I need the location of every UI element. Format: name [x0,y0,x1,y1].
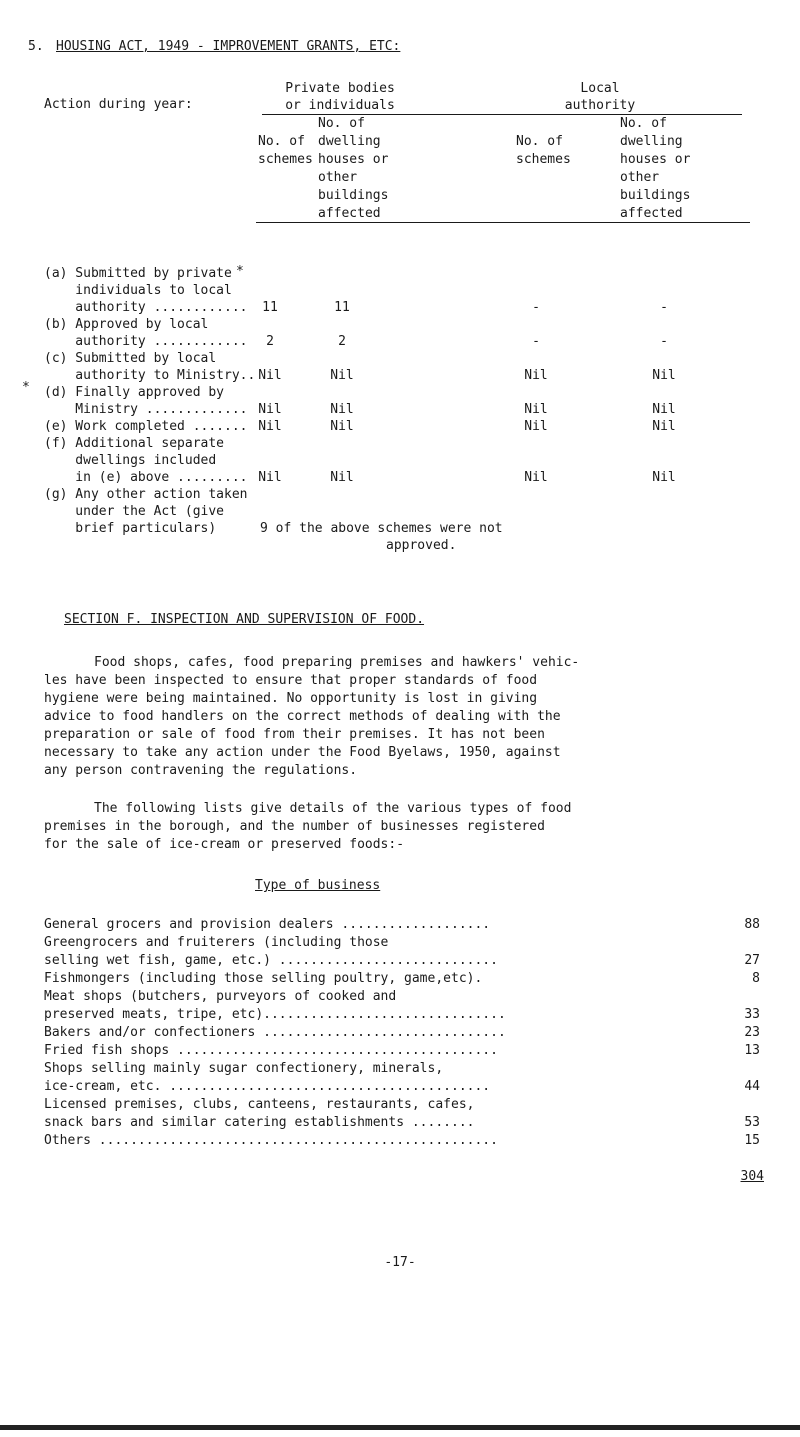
biz-8-text-2: snack bars and similar catering establishments ........ [44,1115,475,1130]
row-c-label-1: (c) Submitted by local [44,351,217,366]
row-c-label-2: authority to Ministry.. [44,368,256,383]
biz-7-text-1: Shops selling mainly sugar confectionery, minerals, [44,1061,444,1076]
biz-9-text: Others ................................................... [44,1133,498,1148]
row-g-label-3: brief particulars) [44,521,217,536]
para1-line7: any person contravening the regulations. [44,763,358,778]
biz-4-text-1: Meat shops (butchers, purveyors of cooked and [44,989,397,1004]
group-local-line2: authority [564,98,636,113]
row-g-note-2: approved. [386,538,457,553]
section-title: HOUSING ACT, 1949 - IMPROVEMENT GRANTS, ETC: [56,39,401,54]
row-e-val-2: Nil [330,419,354,434]
para2-line1: The following lists give details of the various types of food [94,801,572,816]
biz-7-count: 44 [744,1079,760,1094]
asterisk-a: * [236,264,244,279]
row-a-val-2: 11 [334,300,350,315]
para1-line4: advice to food handlers on the correct methods of dealing with the [44,709,561,724]
group-private-line1: Private bodies [285,81,395,96]
row-f-label-3: in (e) above ......... [44,470,248,485]
biz-2-text-1: Greengrocers and fruiterers (including those [44,935,389,950]
header-rule-bottom [256,222,750,223]
row-d-val-1: Nil [258,402,282,417]
biz-6-count: 13 [744,1043,760,1058]
row-e-val-3: Nil [524,419,548,434]
row-g-label-1: (g) Any other action taken [44,487,248,502]
row-b-label-2: authority ............ [44,334,248,349]
row-f-label-2: dwellings included [44,453,217,468]
row-g-note-1: 9 of the above schemes were not [260,521,503,536]
row-a-val-1: 11 [262,300,278,315]
biz-1-count: 88 [744,917,760,932]
row-a-val-4: - [660,300,668,315]
row-d-label-1: (d) Finally approved by [44,385,225,400]
row-d-val-4: Nil [652,402,676,417]
list-heading: Type of business [255,878,381,893]
col-dwell-private-6: affected [318,206,381,221]
row-f-label-1: (f) Additional separate [44,436,225,451]
total-count: 304 [740,1169,764,1184]
para1-line1: Food shops, cafes, food preparing premises and hawkers' vehic- [94,655,580,670]
biz-8-count: 53 [744,1115,760,1130]
row-f-val-2: Nil [330,470,354,485]
col-schemes-private-2: schemes [258,152,313,167]
col-dwell-private-3: houses or [318,152,389,167]
biz-5-count: 23 [744,1025,760,1040]
para1-line2: les have been inspected to ensure that proper standards of food [44,673,538,688]
biz-6-text: Fried fish shops ......................................... [44,1043,498,1058]
biz-4-text-2: preserved meats, tripe, etc)............................... [44,1007,506,1022]
biz-4-count: 33 [744,1007,760,1022]
col-dwell-private-5: buildings [318,188,389,203]
col-dwell-private-4: other [318,170,358,185]
biz-3-count: 8 [752,971,760,986]
row-e-val-4: Nil [652,419,676,434]
group-local-line1: Local [580,81,620,96]
biz-7-text-2: ice-cream, etc. ......................................... [44,1079,491,1094]
section-f-title: SECTION F. INSPECTION AND SUPERVISION OF FOOD. [64,612,425,627]
biz-9-count: 15 [744,1133,760,1148]
para1-line5: preparation or sale of food from their premises. It has not been [44,727,545,742]
row-a-label-1: (a) Submitted by private [44,266,232,281]
biz-2-text-2: selling wet fish, game, etc.) ............................ [44,953,498,968]
row-b-label-1: (b) Approved by local [44,317,209,332]
col-dwell-private-1: No. of [318,116,365,131]
biz-1-text: General grocers and provision dealers ................... [44,917,491,932]
col-dwell-local-1: No. of [620,116,667,131]
row-a-val-3: - [532,300,540,315]
row-c-val-3: Nil [524,368,548,383]
row-g-label-2: under the Act (give [44,504,225,519]
para2-line3: for the sale of ice-cream or preserved foods:- [44,837,405,852]
row-f-val-4: Nil [652,470,676,485]
row-b-val-4: - [660,334,668,349]
row-c-val-2: Nil [330,368,354,383]
col-dwell-private-2: dwelling [318,134,381,149]
row-e-label-1: (e) Work completed ....... [44,419,248,434]
biz-8-text-1: Licensed premises, clubs, canteens, restaurants, cafes, [44,1097,475,1112]
section-number: 5. [28,39,44,54]
col-schemes-local-1: No. of [516,134,563,149]
row-b-val-1: 2 [266,334,274,349]
scan-edge-bar [0,1425,800,1430]
row-e-val-1: Nil [258,419,282,434]
biz-3-text: Fishmongers (including those selling poultry, game,etc). [44,971,483,986]
para1-line6: necessary to take any action under the Food Byelaws, 1950, against [44,745,561,760]
para1-line3: hygiene were being maintained. No opportunity is lost in giving [44,691,538,706]
row-f-val-1: Nil [258,470,282,485]
col-dwell-local-6: affected [620,206,683,221]
col-dwell-local-3: houses or [620,152,691,167]
col-schemes-local-2: schemes [516,152,571,167]
row-d-val-2: Nil [330,402,354,417]
action-label: Action during year: [44,97,193,112]
biz-2-count: 27 [744,953,760,968]
page-number: -17- [384,1255,416,1270]
row-a-label-3: authority ............ [44,300,248,315]
biz-5-text: Bakers and/or confectioners ............................... [44,1025,506,1040]
row-f-val-3: Nil [524,470,548,485]
row-d-label-2: Ministry ............. [44,402,248,417]
col-dwell-local-5: buildings [620,188,691,203]
row-d-val-3: Nil [524,402,548,417]
col-dwell-local-2: dwelling [620,134,683,149]
col-dwell-local-4: other [620,170,660,185]
para2-line2: premises in the borough, and the number of businesses registered [44,819,545,834]
row-c-val-4: Nil [652,368,676,383]
group-private-line2: or individuals [285,98,395,113]
asterisk-g: * [22,380,30,395]
row-c-val-1: Nil [258,368,282,383]
row-a-label-2: individuals to local [44,283,232,298]
row-b-val-2: 2 [338,334,346,349]
row-b-val-3: - [532,334,540,349]
col-schemes-private-1: No. of [258,134,305,149]
